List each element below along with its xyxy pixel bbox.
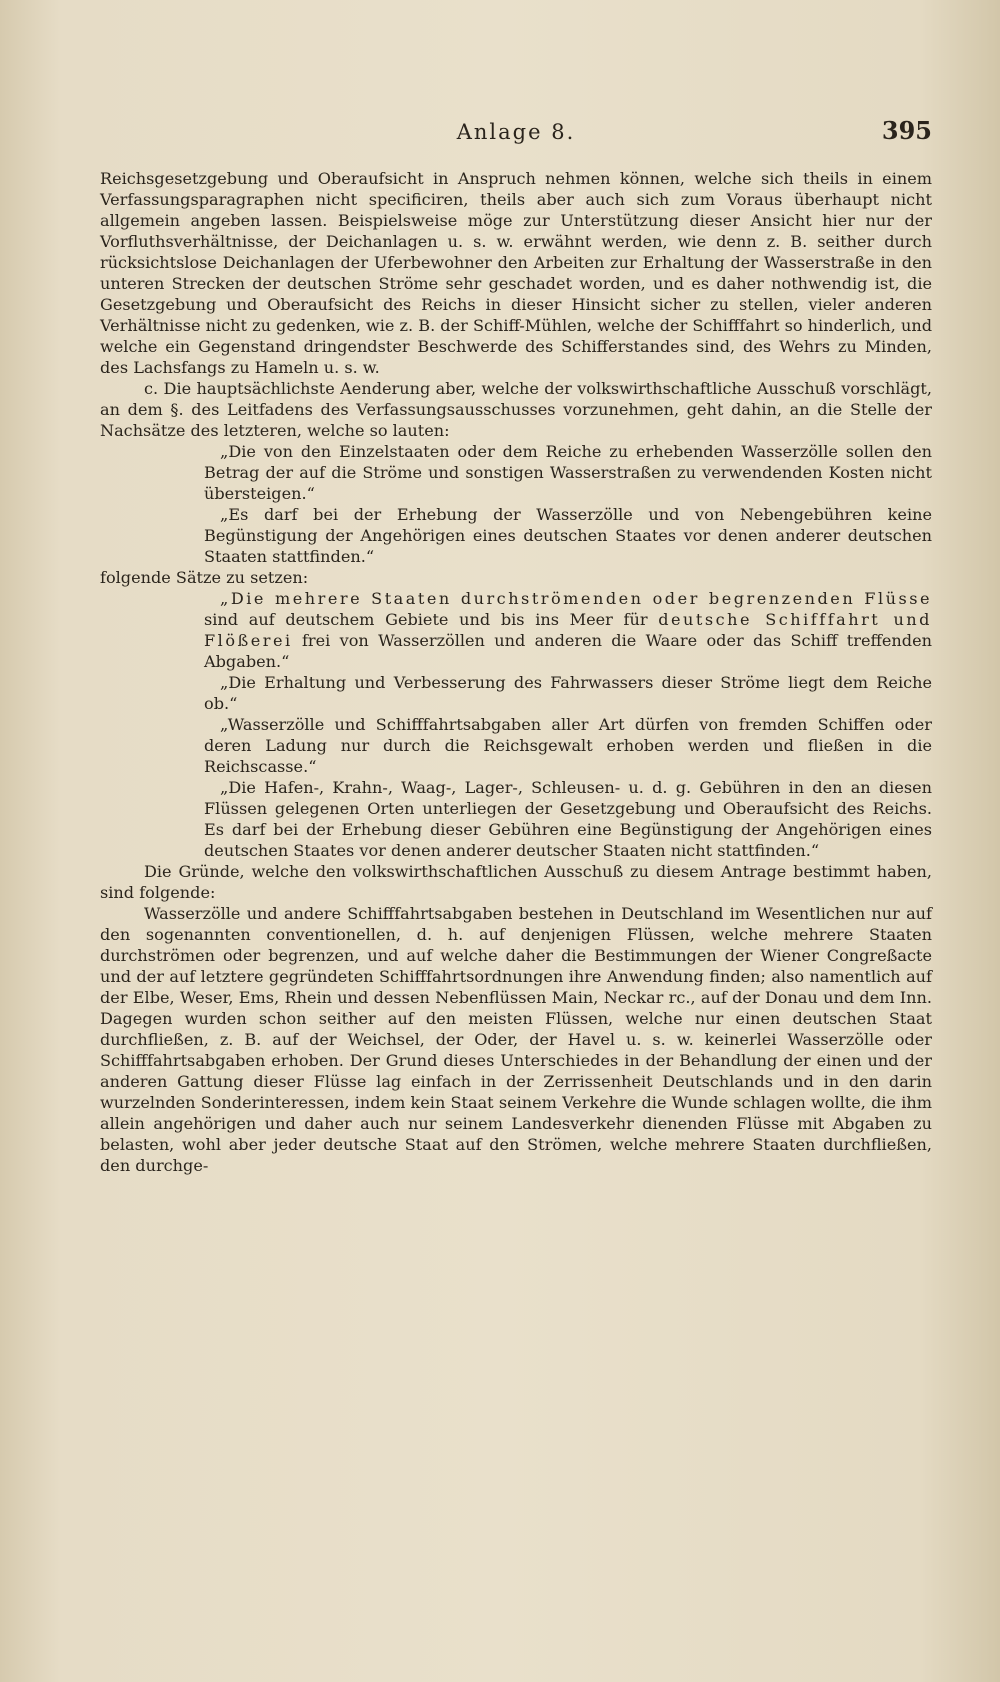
paragraph-1: Reichsgesetzgebung und Oberaufsicht in Anspruch nehmen können, welche sich theils in einem Verfassungsparagraphen nicht specificiren, theils aber auch sich zum Voraus überhaupt nicht allgemein angeben lassen. Beispielsweise möge zur Unterstützung dieser Ansicht hier nur der Vorfluthsverhältnisse, der Deichanlagen u. s. w. erwähnt werden, wie denn z. B. seither durch rücksichtslose Deichanlagen der Uferbewohner den Arbeiten zur Erhaltung der Wasserstraße in den unteren Strecken der deutschen Ströme sehr geschadet worden, und es daher nothwendig ist, die Gesetzgebung und Oberaufsicht des Reichs in dieser Hinsicht sicher zu stellen, vieler anderen Verhältnisse nicht zu gedenken, wie z. B. der Schiff-Mühlen, welche der Schifffahrt so hinderlich, und welche ein Gegenstand dringendster Beschwerde des Schifferstandes sind, des Wehrs zu Minden, des Lachsfangs zu Hameln u. s. w. bbox=[100, 169, 932, 377]
quote-1: „Die von den Einzelstaaten oder dem Reiche zu erhebenden Wasserzölle sollen den Betrag der auf die Ströme und sonstigen Wasserstraßen zu verwendenden Kosten nicht übersteigen.“ bbox=[204, 442, 932, 503]
page-header bbox=[100, 116, 932, 150]
paragraph-5: Wasserzölle und andere Schifffahrtsabgaben bestehen in Deutschland im Wesentlichen nur auf den sogenannten conventionellen, d. h. auf denjenigen Flüssen, welche mehrere Staaten durchströmen oder begrenzen, und auf welche daher die Bestimmungen der Wiener Congreßacte und der auf letztere gegründeten Schifffahrtsordnungen ihre Anwendung finden; also namentlich auf der Elbe, Weser, Ems, Rhein und dessen Nebenflüssen Main, Neckar rc., auf der Donau und dem Inn. Dagegen wurden schon seither auf den meisten Flüssen, welche nur einen deutschen Staat durchfließen, z. B. auf der Weichsel, der Oder, der Havel u. s. w. keinerlei Wasserzölle oder Schifffahrtsabgaben erhoben. Der Grund dieses Unterschiedes in der Behandlung der einen und der anderen Gattung dieser Flüsse lag einfach in der Zerrissenheit Deutschlands und in den darin wurzelnden Sonderinteressen, indem kein Staat seinem Verkehre die Wunde schlagen wollte, die ihm allein angehörigen und daher auch nur seinem Landesverkehr dienenden Flüsse mit Abgaben zu belasten, wohl aber jeder deutsche Staat auf den Strömen, welche mehrere Staaten durchfließen, den durchge- bbox=[100, 904, 932, 1175]
quote-5: „Wasserzölle und Schifffahrtsabgaben aller Art dürfen von fremden Schiffen oder deren Ladung nur durch die Reichsgewalt erhoben werden und fließen in die Reichscasse.“ bbox=[204, 715, 932, 776]
running-title: Anlage 8. bbox=[456, 120, 576, 144]
quote-3-end: frei von Wasserzöllen und anderen die Waare oder das Schiff treffenden Abgaben.“ bbox=[204, 631, 932, 671]
quote-3 bbox=[204, 588, 932, 672]
paragraph-2: c. Die hauptsächlichste Aenderung aber, welche der volkswirthschaftliche Ausschuß vorschlägt, an dem §. des Leitfadens des Verfassungsausschusses vorzunehmen, geht dahin, an die Stelle der Nachsätze des letzteren, welche so lauten: bbox=[100, 379, 932, 440]
page-body bbox=[100, 168, 932, 1176]
quote-3-spaced: „Die mehrere Staaten durchströmenden oder begrenzenden Flüsse bbox=[220, 589, 932, 608]
quote-4: „Die Erhaltung und Verbesserung des Fahrwassers dieser Ströme liegt dem Reiche ob.“ bbox=[204, 673, 932, 713]
quote-2: „Es darf bei der Erhebung der Wasserzölle und von Nebengebühren keine Begünstigung der Angehörigen eines deutschen Staates vor denen anderer deutschen Staaten stattfinden.“ bbox=[204, 505, 932, 566]
quote-6: „Die Hafen-, Krahn-, Waag-, Lager-, Schleusen- u. d. g. Gebühren in den an diesen Flüssen gelegenen Orten unterliegen der Gesetzgebung und Oberaufsicht des Reichs. Es darf bei der Erhebung dieser Gebühren eine Begünstigung der Angehörigen eines deutschen Staates vor denen anderer deutscher Staaten nicht stattfinden.“ bbox=[204, 778, 932, 860]
quote-3-rest: sind auf deutschem Gebiete und bis ins Meer für bbox=[204, 610, 659, 629]
page-number: 395 bbox=[881, 116, 932, 145]
paragraph-3: folgende Sätze zu setzen: bbox=[100, 568, 309, 587]
quote-3-spaced-2: deutsche Schifffahrt und Flößerei bbox=[204, 610, 932, 650]
paragraph-4: Die Gründe, welche den volkswirthschaftlichen Ausschuß zu diesem Antrage bestimmt haben, sind folgende: bbox=[100, 862, 932, 902]
